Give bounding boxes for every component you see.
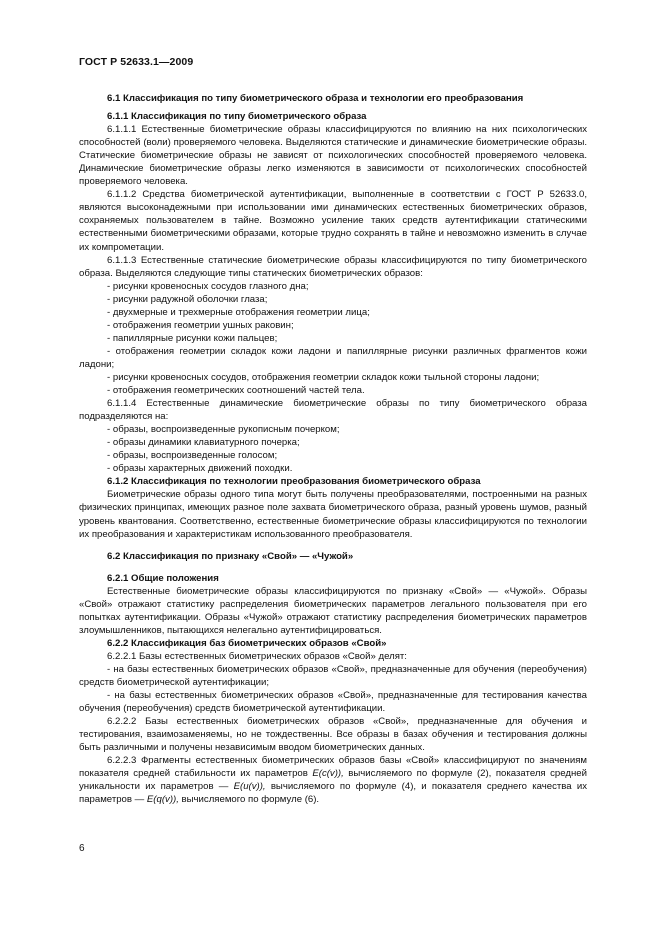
paragraph-6-1-1-1: 6.1.1.1 Естественные биометрические образы классифицируются по влиянию на них психологических способностей (воли) проверяемого человека. Выделяются статические и динамические биометрические образы. Статические биометрические образы не зависят от психологических способностей проверяемого человека. Динамические биометрические образы легко изменяются в зависимости от психологических способностей проверяемого человека. [79,124,587,188]
paragraph-6-1-1-3: 6.1.1.3 Естественные статические биометрические образы классифицируются по типу биометрического образа. Выделяются следующие типы статических биометрических образов: [79,254,587,279]
subsection-heading-6-1-1: 6.1.1 Классификация по типу биометрического образа [107,111,367,123]
paragraph-text: вычисляемого по формуле (2), показателя средней уникальности их параметров — [79,768,587,793]
list-item: - отображения геометрии ушных раковин; [107,319,294,331]
formula-uniqueness: E(u(v)), [233,781,266,793]
document-header: ГОСТ Р 52633.1—2009 [79,56,194,68]
section-heading-6-2: 6.2 Классификация по признаку «Свой» — «Чужой» [107,550,354,562]
list-item: - образы динамики клавиатурного почерка; [107,437,300,449]
list-item: - папиллярные рисунки кожи пальцев; [107,332,278,344]
list-item: - отображения геометрических соотношений частей тела. [107,385,365,397]
document-body [79,92,587,806]
paragraph-6-1-1-2: 6.1.1.2 Средства биометрической аутентификации, выполненные в соответствии с ГОСТ Р 52633.0, являются высоконадежными при использовании ими динамических естественных биометрических образов, сохраняемых пользователем в тайне. Возможно усиление таких средств аутентификации статическими естественными биометрическими образами, которые трудно сохранять в тайне и невозможно изменить в случае их компрометации. [79,189,587,253]
paragraph-6-2-2-1: 6.2.2.1 Базы естественных биометрических образов «Свой» делят: [107,650,407,662]
paragraph-6-1-1-4: 6.1.1.4 Естественные динамические биометрические образы по типу биометрического образа подразделяются на: [79,398,587,423]
list-item: - на базы естественных биометрических образов «Свой», предназначенные для обучения (переобучения) средств биометрической аутентификации; [79,663,587,689]
list-item: - двухмерные и трехмерные отображения геометрии лица; [107,306,370,318]
paragraph-6-2-2-2: 6.2.2.2 Базы естественных биометрических образов «Свой», предназначенные для обучения и тестирования, взаимозаменяемы, но не тождественны. Все образы в базах обучения и тестирования должны быть различными и получены независимым вводом биометрических данных. [79,716,587,754]
subsection-heading-6-2-2: 6.2.2 Классификация баз биометрических образов «Свой» [107,637,387,649]
list-item: - образы, воспроизведенные рукописным почерком; [107,424,340,436]
paragraph-text: 6.2.2.3 Фрагменты естественных биометрических образов базы «Свой» классифицируют по значениям показателя средней стабильности их параметров [79,755,587,780]
list-item: - отображения геометрии складок кожи ладони и папиллярные рисунки различных фрагментов кожи ладони; [79,345,587,370]
formula-quality: E(q(v)), [146,794,179,806]
paragraph-text: вычисляемого по формуле (6). [178,794,320,806]
section-heading-6-1: 6.1 Классификация по типу биометрического образа и технологии его преобразования [107,93,524,104]
paragraph-6-1-2: Биометрические образы одного типа могут быть получены преобразователями, построенными на разных физических принципах, имеющих разное поле захвата биометрического образа, разный уровень шумов, разный уровень квантования. Соответственно, естественные биометрические образы классифицируются по технологии их преобразования и характеристикам использованного преобразователя. [79,489,587,540]
page-number: 6 [79,843,85,854]
subsection-heading-6-1-2: 6.1.2 Классификация по технологии преобразования биометрического образа [107,476,481,488]
paragraph-6-2-2-3 [79,754,587,806]
list-item: - рисунки кровеносных сосудов глазного дна; [107,280,309,292]
subsection-heading-6-2-1: 6.2.1 Общие положения [107,572,219,584]
list-item: - на базы естественных биометрических образов «Свой», предназначенные для тестирования качества обучения (переобучения) средств биометрической аутентификации. [79,690,587,715]
list-item: - рисунки кровеносных сосудов, отображения геометрии складок кожи тыльной стороны ладони; [107,371,540,383]
list-item: - рисунки радужной оболочки глаза; [107,293,268,305]
list-item: - образы, воспроизведенные голосом; [107,450,278,462]
paragraph-text: вычисляемого по формуле (4), и показателя среднего качества их параметров — [79,781,587,806]
list-item: - образы характерных движений походки. [107,463,293,475]
paragraph-6-2-1: Естественные биометрические образы классифицируются по признаку «Свой» — «Чужой». Образы «Свой» отражают статистику распределения биометрических параметров легального пользователя при его попытках аутентификации. Образы «Чужой» отражают статистику распределения биометрических параметров злоумышленников, пытающихся нелегально аутентифицироваться. [79,585,587,636]
formula-stability: E(c(v)), [312,768,344,780]
